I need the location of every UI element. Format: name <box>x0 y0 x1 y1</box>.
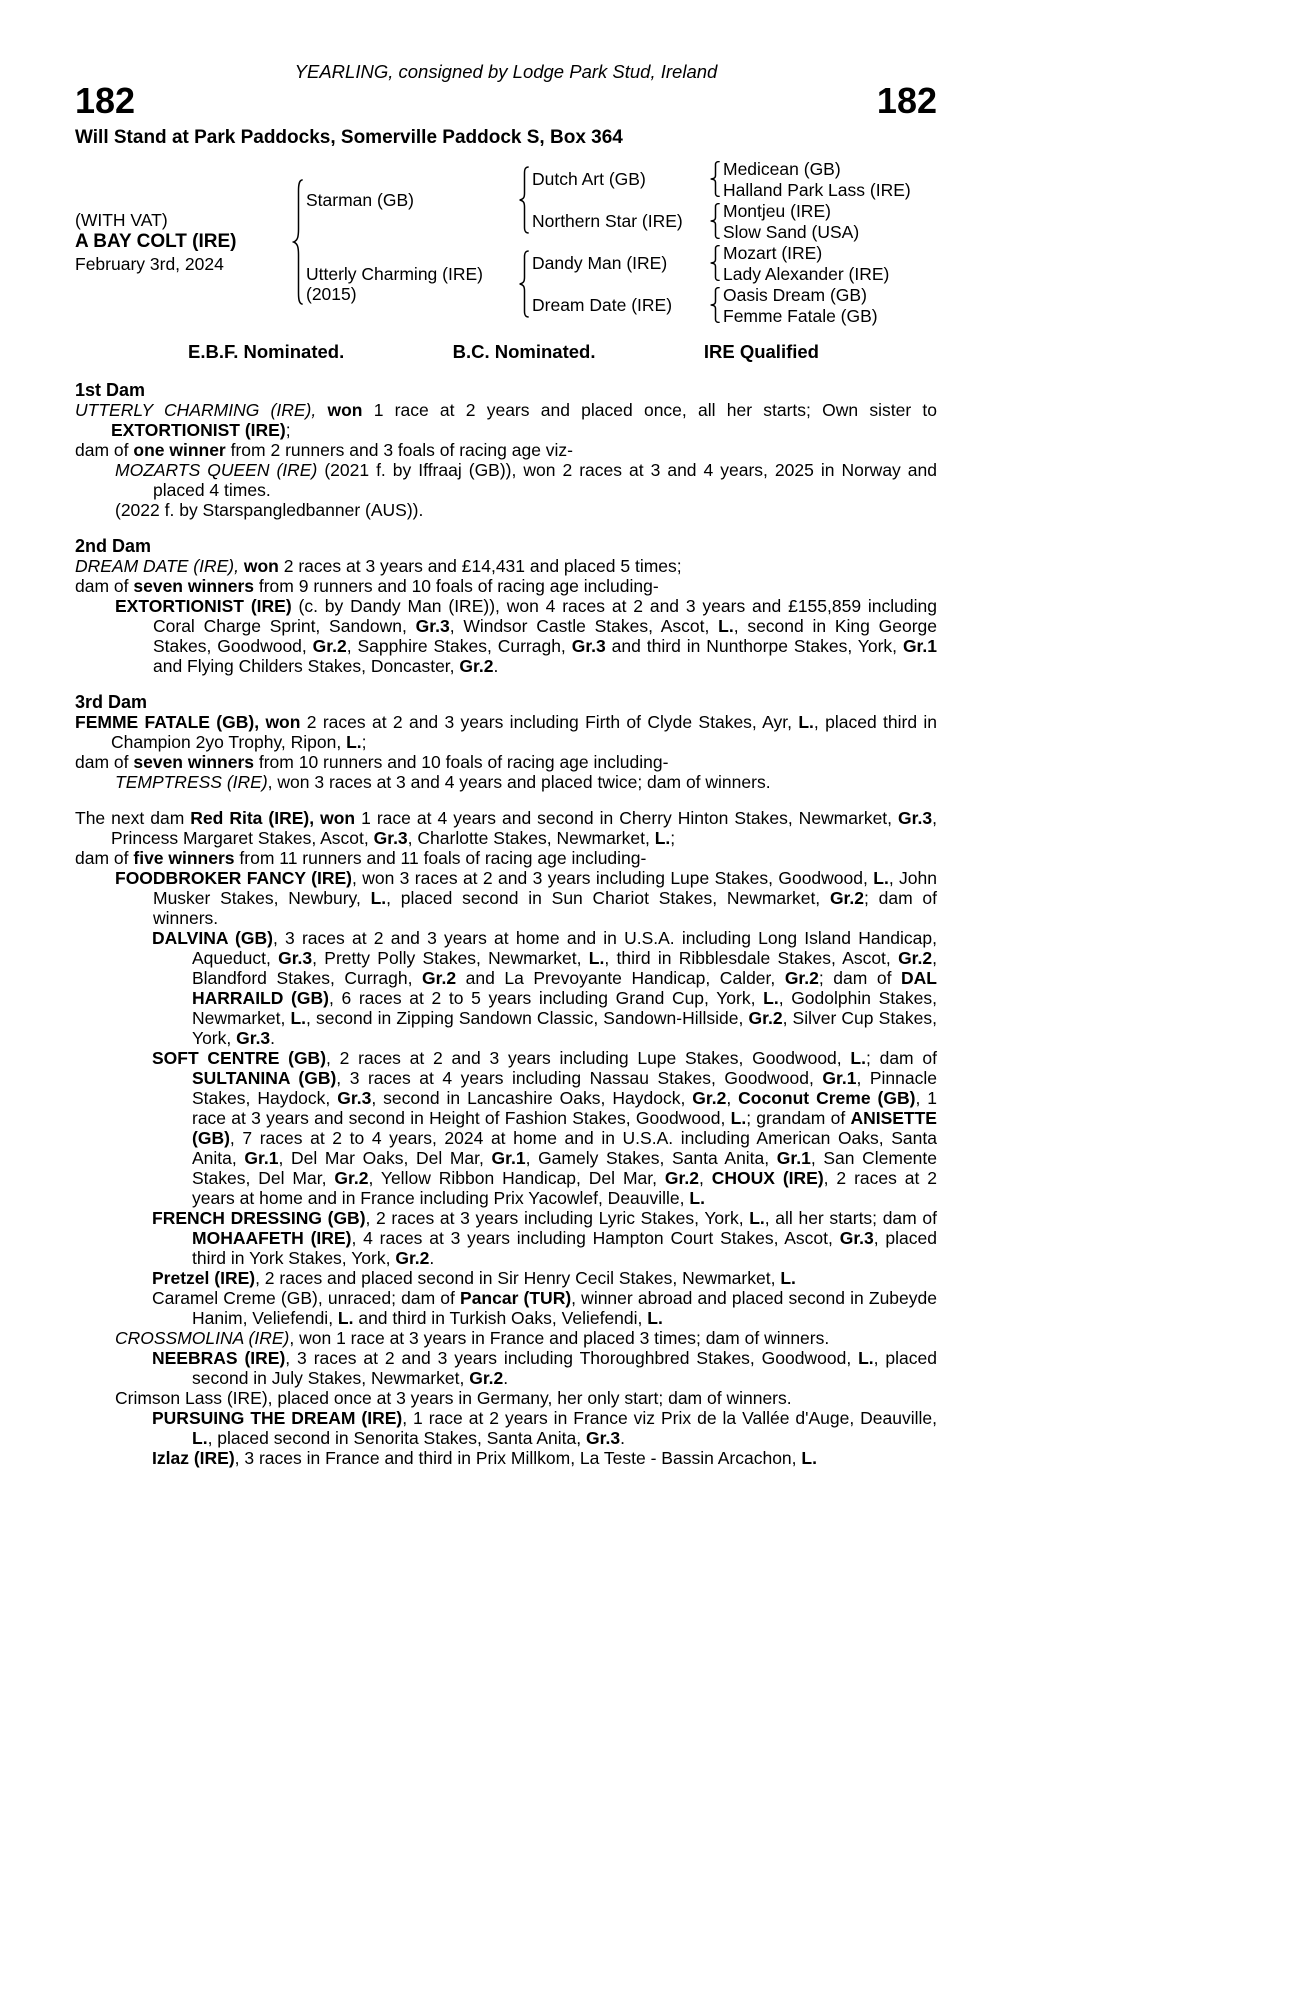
text-segment: ; <box>361 732 367 752</box>
text-segment: , winner abroad and placed second in Zubeyde Hanim, Veliefendi, <box>192 1288 937 1328</box>
text-segment: DREAM DATE (IRE), <box>75 556 239 576</box>
pedigree-brace-gen3 <box>707 242 723 284</box>
text-segment: seven winners <box>133 752 254 772</box>
text-segment: , Silver Cup Stakes, York, <box>192 1008 938 1048</box>
text-segment: L. <box>290 1008 307 1028</box>
great-grandparent-name: Femme Fatale (GB) <box>723 305 878 326</box>
text-segment: SULTANINA (GB) <box>192 1068 337 1088</box>
text-segment: won <box>243 556 279 576</box>
catalogue-paragraph <box>75 1288 937 1328</box>
catalogue-paragraph <box>75 868 937 928</box>
text-segment: Gr.3 <box>278 948 313 968</box>
great-grandparent-name: Lady Alexander (IRE) <box>723 263 890 284</box>
dam-heading: 1st Dam <box>75 380 146 400</box>
text-segment: MOHAAFETH (IRE) <box>192 1228 352 1248</box>
text-segment: and Flying Childers Stakes, Doncaster, <box>153 656 460 676</box>
lot-number-row <box>75 82 937 120</box>
catalogue-paragraph <box>75 1448 937 1468</box>
text-segment: FOODBROKER FANCY (IRE) <box>115 868 352 888</box>
text-segment: . <box>620 1428 625 1448</box>
pedigree-table <box>75 158 937 326</box>
text-segment: , placed second in July Stakes, Newmarket, <box>192 1348 937 1388</box>
catalogue-paragraph <box>75 400 937 440</box>
text-segment: L. <box>370 888 387 908</box>
text-segment: PURSUING THE DREAM (IRE) <box>152 1408 403 1428</box>
text-segment: , 2 races at 2 years at home and in France including Prix Yacowlef, Deauville, <box>192 1168 937 1208</box>
text-segment: , Godolphin Stakes, Newmarket, <box>192 988 937 1028</box>
text-segment: Crimson Lass (IRE), placed once at 3 years in Germany, her only start; dam of winners. <box>115 1388 792 1408</box>
text-segment: , Del Mar Oaks, Del Mar, <box>278 1148 492 1168</box>
text-segment: DAL HARRAILD (GB) <box>192 968 937 1008</box>
text-segment: from 10 runners and 10 foals of racing age including- <box>254 752 669 772</box>
text-segment <box>316 400 327 420</box>
curly-brace-icon <box>709 245 722 281</box>
text-segment: , won 3 races at 3 and 4 years and placed twice; dam of winners. <box>267 772 771 792</box>
text-segment: NEEBRAS (IRE) <box>152 1348 286 1368</box>
catalogue-paragraph <box>75 848 937 868</box>
text-segment: 2 races at 2 and 3 years including Firth of Clyde Stakes, Ayr, <box>300 712 799 732</box>
text-segment: Gr.3 <box>236 1028 271 1048</box>
text-segment: and third in Nunthorpe Stakes, York, <box>605 636 903 656</box>
text-segment: , 6 races at 2 to 5 years including Grand Cup, York, <box>328 988 764 1008</box>
text-segment: , Pinnacle Stakes, Haydock, <box>192 1068 937 1108</box>
text-segment: , <box>698 1168 712 1188</box>
curly-brace-icon <box>518 250 531 318</box>
text-segment: Gr.2 <box>898 948 933 968</box>
text-segment: Gr.2 <box>784 968 819 988</box>
dam-name-block <box>306 264 516 304</box>
text-segment: from 11 runners and 11 foals of racing age including- <box>234 848 647 868</box>
text-segment: . <box>270 1028 276 1048</box>
foal-date: February 3rd, 2024 <box>75 254 224 274</box>
text-segment: from 9 runners and 10 foals of racing age including- <box>254 576 659 596</box>
text-segment: 1 race at 2 years and placed once, all her starts; Own sister to <box>362 400 937 420</box>
text-segment: UTTERLY CHARMING (IRE), <box>75 400 317 420</box>
text-segment: ; <box>285 420 291 440</box>
pedigree-brace-gen3 <box>707 284 723 326</box>
catalogue-paragraph <box>75 500 937 520</box>
text-segment: ; dam of <box>865 1048 937 1068</box>
text-segment: MOZARTS QUEEN (IRE) <box>115 460 318 480</box>
text-segment: five winners <box>133 848 235 868</box>
text-segment: dam of <box>75 576 134 596</box>
text-segment: Gr.2 <box>422 968 457 988</box>
lot-number-right: 182 <box>876 80 937 121</box>
grandsire-name: Dandy Man (IRE) <box>532 253 668 273</box>
text-segment: Gr.2 <box>829 888 864 908</box>
text-segment: FEMME FATALE (GB), <box>75 712 260 732</box>
text-segment: , 1 race at 2 years in France viz Prix de la Vallée d'Auge, Deauville, <box>402 1408 937 1428</box>
text-segment: , 7 races at 2 to 4 years, 2024 at home and in U.S.A. including American Oaks, Santa Anita, <box>192 1128 937 1168</box>
text-segment: , second in Lancashire Oaks, Haydock, <box>371 1088 693 1108</box>
text-segment: Gr.1 <box>902 636 937 656</box>
text-segment: , won 3 races at 2 and 3 years including Lupe Stakes, Goodwood, <box>351 868 874 888</box>
catalogue-paragraph <box>75 556 937 576</box>
text-segment: . <box>503 1368 509 1388</box>
text-segment: Izlaz (IRE) <box>152 1448 235 1468</box>
text-segment: TEMPTRESS (IRE) <box>115 772 268 792</box>
great-grandparent-name: Montjeu (IRE) <box>723 200 831 221</box>
text-segment: Caramel Creme (GB), unraced; dam of <box>152 1288 461 1308</box>
text-segment: EXTORTIONIST (IRE) <box>115 596 292 616</box>
text-segment: L. <box>730 1108 747 1128</box>
text-segment: CHOUX (IRE) <box>711 1168 824 1188</box>
dam-section <box>75 380 937 520</box>
text-segment: L. <box>858 1348 874 1368</box>
catalogue-paragraph <box>75 712 937 752</box>
great-grandparent-name: Medicean (GB) <box>723 158 841 179</box>
text-segment: , second in Zipping Sandown Classic, Sandown-Hillside, <box>306 1008 749 1028</box>
text-segment: , third in Ribblesdale Stakes, Ascot, <box>604 948 899 968</box>
text-segment: L. <box>798 712 814 732</box>
text-segment: ANISETTE (GB) <box>192 1108 937 1148</box>
text-segment: , <box>726 1088 739 1108</box>
text-segment: L. <box>647 1308 663 1328</box>
dam-name: Utterly Charming (IRE) <box>306 264 483 284</box>
catalogue-paragraph <box>75 1328 937 1348</box>
dam-heading: 3rd Dam <box>75 692 148 712</box>
text-segment: , John Musker Stakes, Newbury, <box>153 868 937 908</box>
text-segment: one winner <box>133 440 226 460</box>
curly-brace-icon <box>292 178 305 306</box>
text-segment: L. <box>763 988 779 1008</box>
text-segment: L. <box>873 868 889 888</box>
text-segment: The next dam <box>75 808 191 828</box>
text-segment: , Pretty Polly Stakes, Newmarket, <box>312 948 589 968</box>
text-segment: , Charlotte Stakes, Newmarket, <box>407 828 655 848</box>
catalogue-paragraph <box>75 460 937 500</box>
text-segment: , Gamely Stakes, Santa Anita, <box>525 1148 777 1168</box>
text-segment: , Princess Margaret Stakes, Ascot, <box>111 808 937 848</box>
text-segment: Gr.3 <box>898 808 933 828</box>
text-segment: Gr.2 <box>459 656 494 676</box>
text-segment: Gr.2 <box>692 1088 727 1108</box>
text-segment: Gr.3 <box>839 1228 874 1248</box>
pedigree-brace-sire <box>516 158 532 242</box>
catalogue-paragraph <box>75 596 937 676</box>
text-segment: , 1 race at 3 years and second in Height of Fashion Stakes, Goodwood, <box>192 1088 937 1128</box>
catalogue-paragraph <box>75 576 937 596</box>
text-segment: L. <box>801 1448 817 1468</box>
ire-qualified-label: IRE Qualified <box>703 341 819 362</box>
text-segment: , Blandford Stakes, Curragh, <box>192 948 937 988</box>
grandsire-name: Dutch Art (GB) <box>532 169 646 189</box>
curly-brace-icon <box>709 287 722 323</box>
text-segment: Gr.3 <box>571 636 606 656</box>
catalogue-paragraph <box>75 440 937 460</box>
curly-brace-icon <box>518 166 531 234</box>
catalogue-paragraph <box>75 1408 937 1448</box>
text-segment: 2 races at 3 years and £14,431 and placed 5 times; <box>278 556 682 576</box>
dam-foal-year: (2015) <box>306 284 357 304</box>
text-segment: , 4 races at 3 years including Hampton Court Stakes, Ascot, <box>351 1228 840 1248</box>
curly-brace-icon <box>709 203 722 239</box>
text-segment: Gr.3 <box>373 828 408 848</box>
text-segment: L. <box>337 1308 354 1328</box>
text-segment: , all her starts; dam of <box>764 1208 937 1228</box>
text-segment: , second in King George Stakes, Goodwood, <box>153 616 938 656</box>
text-segment: (2021 f. by Iffraaj (GB)), won 2 races at 3 and 4 years, 2025 in Norway and placed 4 times. <box>153 460 937 500</box>
text-segment: Gr.1 <box>491 1148 526 1168</box>
text-segment: dam of <box>75 848 134 868</box>
text-segment: Gr.2 <box>748 1008 783 1028</box>
text-segment: dam of <box>75 752 134 772</box>
pedigree-text-sections <box>75 380 937 1468</box>
text-segment: Gr.2 <box>395 1248 430 1268</box>
dam-heading: 2nd Dam <box>75 536 152 556</box>
great-grandparent-name: Mozart (IRE) <box>723 242 823 263</box>
bc-nominated-label: B.C. Nominated. <box>452 341 596 362</box>
catalogue-paragraph <box>75 1208 937 1268</box>
text-segment: Gr.2 <box>334 1168 369 1188</box>
text-segment: ; dam of winners. <box>153 888 938 928</box>
text-segment: L. <box>749 1208 765 1228</box>
text-segment: . <box>493 656 499 676</box>
text-segment: ; grandam of <box>746 1108 851 1128</box>
catalogue-paragraph <box>75 1048 937 1208</box>
text-segment: L. <box>689 1188 705 1208</box>
catalogue-paragraph <box>75 808 937 848</box>
text-segment: Pretzel (IRE) <box>152 1268 256 1288</box>
catalogue-paragraph <box>75 1268 937 1288</box>
text-segment: , placed second in Senorita Stakes, Santa Anita, <box>207 1428 586 1448</box>
text-segment: dam of <box>75 440 134 460</box>
catalogue-paragraph <box>75 928 937 1048</box>
dam-section <box>75 536 937 676</box>
text-segment: and La Prevoyante Handicap, Calder, <box>456 968 785 988</box>
text-segment: Coconut Creme (GB) <box>738 1088 916 1108</box>
text-segment: , 2 races and placed second in Sir Henry Cecil Stakes, Newmarket, <box>255 1268 781 1288</box>
with-vat-label: (WITH VAT) <box>75 210 168 230</box>
text-segment: from 2 runners and 3 foals of racing age viz- <box>225 440 574 460</box>
nominations-row <box>75 342 937 362</box>
text-segment: CROSSMOLINA (IRE) <box>115 1328 290 1348</box>
text-segment: Gr.3 <box>586 1428 621 1448</box>
text-segment: DALVINA (GB) <box>152 928 273 948</box>
text-segment: (2022 f. by Starspangledbanner (AUS)). <box>115 500 424 520</box>
great-grandparent-name: Oasis Dream (GB) <box>723 284 867 305</box>
ebf-nominated-label: E.B.F. Nominated. <box>188 341 345 362</box>
text-segment: ; <box>670 828 676 848</box>
great-grandparent-name: Slow Sand (USA) <box>723 221 860 242</box>
dam-section <box>75 692 937 792</box>
text-segment: Gr.2 <box>469 1368 504 1388</box>
catalogue-paragraph <box>75 1388 937 1408</box>
lot-number-left: 182 <box>75 80 136 121</box>
catalogue-paragraph <box>75 772 937 792</box>
dam-section <box>75 808 937 1468</box>
granddam-name: Dream Date (IRE) <box>532 295 673 315</box>
consignor-line: YEARLING, consigned by Lodge Park Stud, Ireland <box>294 61 718 82</box>
text-segment: L. <box>718 616 734 636</box>
text-segment: , won 1 race at 3 years in France and placed 3 times; dam of winners. <box>289 1328 830 1348</box>
text-segment: won <box>320 808 356 828</box>
text-segment: L. <box>850 1048 866 1068</box>
text-segment: Gr.2 <box>312 636 347 656</box>
text-segment: , 3 races in France and third in Prix Millkom, La Teste - Bassin Arcachon, <box>234 1448 802 1468</box>
catalogue-paragraph <box>75 1348 937 1388</box>
pedigree-subject-block <box>75 210 290 274</box>
text-segment: L. <box>192 1428 208 1448</box>
text-segment: FRENCH DRESSING (GB) <box>152 1208 366 1228</box>
text-segment: Red Rita (IRE), <box>190 808 315 828</box>
text-segment: , San Clemente Stakes, Del Mar, <box>192 1148 938 1188</box>
text-segment: won <box>327 400 363 420</box>
text-segment: (c. by Dandy Man (IRE)), won 4 races at 2 and 3 years and £155,859 including Coral Charge Sprint, Sandown, <box>153 596 937 636</box>
text-segment: and third in Turkish Oaks, Veliefendi, <box>353 1308 648 1328</box>
pedigree-brace-main <box>290 158 306 326</box>
text-segment: SOFT CENTRE (GB) <box>152 1048 327 1068</box>
granddam-name: Northern Star (IRE) <box>532 211 683 231</box>
sire-name: Starman (GB) <box>306 190 414 210</box>
text-segment: , 3 races at 2 and 3 years including Thoroughbred Stakes, Goodwood, <box>285 1348 859 1368</box>
catalogue-page <box>75 0 937 1468</box>
text-segment: seven winners <box>133 576 254 596</box>
pedigree-brace-dam <box>516 242 532 326</box>
text-segment: L. <box>780 1268 796 1288</box>
text-segment: , Yellow Ribbon Handicap, Del Mar, <box>368 1168 665 1188</box>
text-segment: L. <box>346 732 362 752</box>
text-segment: Gr.1 <box>244 1148 279 1168</box>
text-segment: , 3 races at 4 years including Nassau Stakes, Goodwood, <box>336 1068 823 1088</box>
text-segment: Gr.1 <box>822 1068 857 1088</box>
text-segment: L. <box>654 828 671 848</box>
text-segment: , 2 races at 2 and 3 years including Lupe Stakes, Goodwood, <box>326 1048 851 1068</box>
text-segment: , placed second in Sun Chariot Stakes, Newmarket, <box>386 888 830 908</box>
text-segment: , Sapphire Stakes, Curragh, <box>346 636 572 656</box>
catalogue-paragraph <box>75 752 937 772</box>
curly-brace-icon <box>709 161 722 197</box>
pedigree-brace-gen3 <box>707 200 723 242</box>
text-segment: , placed third in Champion 2yo Trophy, Ripon, <box>111 712 938 752</box>
subject-horse-name: A BAY COLT (IRE) <box>75 231 237 252</box>
text-segment: EXTORTIONIST (IRE) <box>111 420 286 440</box>
text-segment: Gr.2 <box>664 1168 699 1188</box>
text-segment: L. <box>588 948 605 968</box>
text-segment: Pancar (TUR) <box>460 1288 572 1308</box>
text-segment: , Windsor Castle Stakes, Ascot, <box>449 616 719 636</box>
text-segment: Gr.3 <box>337 1088 372 1108</box>
pedigree-brace-gen3 <box>707 158 723 200</box>
text-segment: . <box>429 1248 435 1268</box>
text-segment: 1 race at 4 years and second in Cherry Hinton Stakes, Newmarket, <box>355 808 899 828</box>
stand-location-line: Will Stand at Park Paddocks, Somerville Paddock S, Box 364 <box>75 127 623 148</box>
text-segment: , 2 races at 3 years including Lyric Stakes, York, <box>365 1208 750 1228</box>
text-segment: ; dam of <box>818 968 902 988</box>
text-segment: , 3 races at 2 and 3 years at home and in U.S.A. including Long Island Handicap, Aqueduct, <box>192 928 937 968</box>
text-segment: won <box>265 712 301 732</box>
text-segment: , placed third in York Stakes, York, <box>192 1228 938 1268</box>
great-grandparent-name: Halland Park Lass (IRE) <box>723 179 911 200</box>
text-segment: Gr.3 <box>415 616 450 636</box>
text-segment: Gr.1 <box>776 1148 811 1168</box>
